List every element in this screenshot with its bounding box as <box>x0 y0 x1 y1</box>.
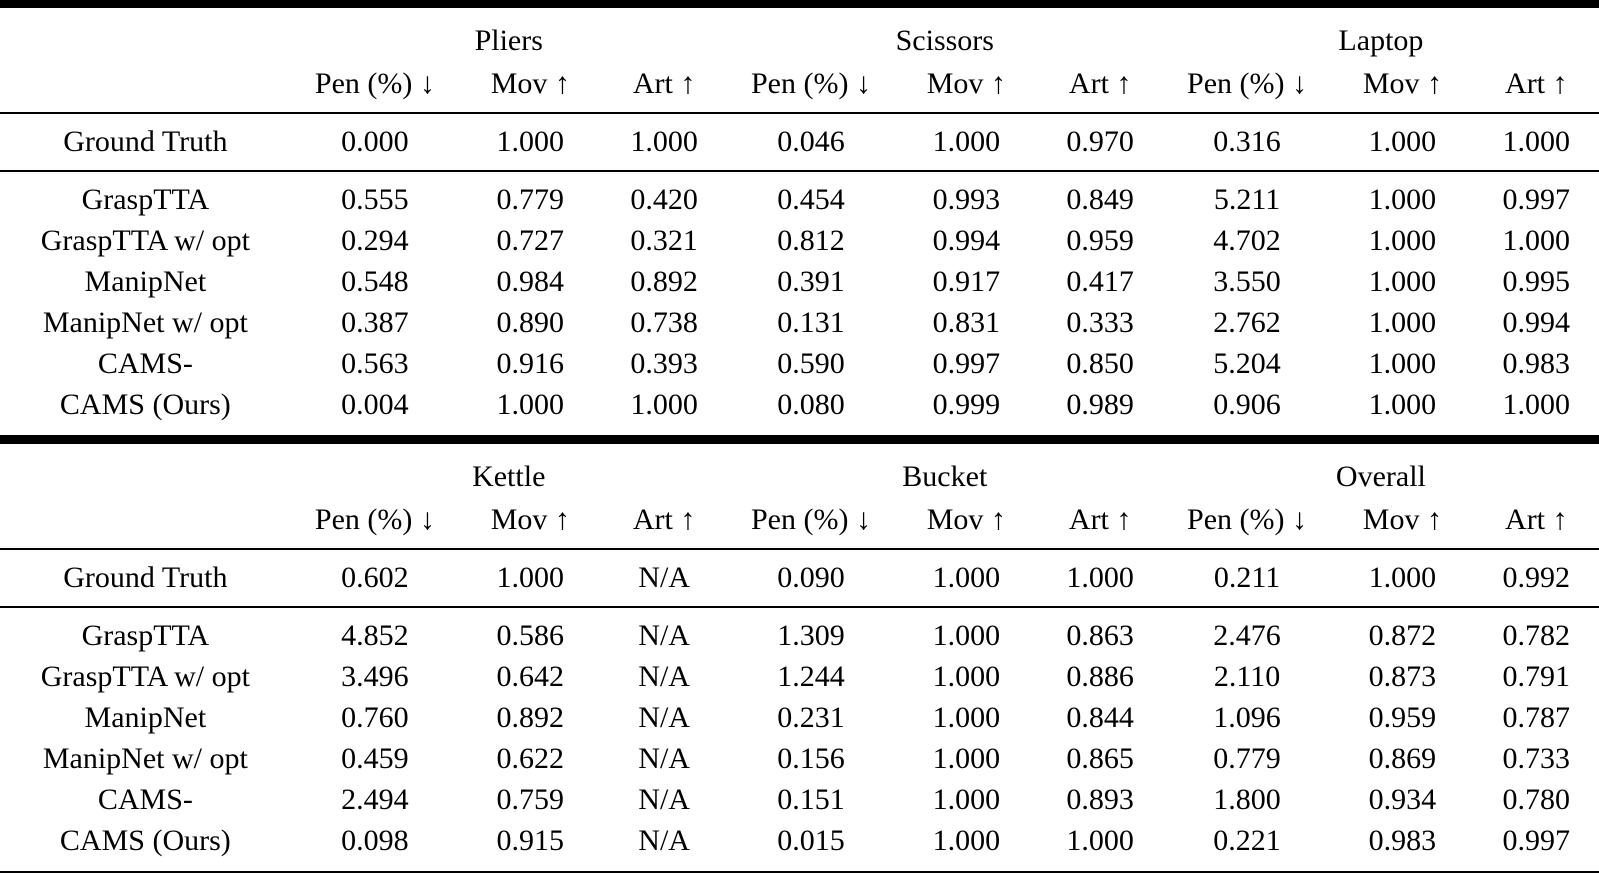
metric-value-cell: 2.476 <box>1213 619 1281 652</box>
metric-value-cell: 5.211 <box>1213 183 1281 216</box>
metric-value-cell: 0.642 <box>496 660 565 693</box>
metric-value-cell: 0.959 <box>1066 224 1134 257</box>
metric-value-cell: 0.738 <box>630 306 698 339</box>
metric-value-cell: 1.000 <box>932 783 1001 816</box>
metric-value-cell: 0.316 <box>1163 113 1331 171</box>
metric-value-cell: 0.733 <box>1502 742 1571 775</box>
metric-value-cell: 0.906 <box>1213 388 1281 421</box>
metric-value-cell: 5.204 <box>1213 347 1281 380</box>
method-name-cell: ManipNet w/ opt <box>42 306 248 339</box>
metric-value-cell: 0.791 <box>1502 660 1571 693</box>
metric-value-cell: 1.000 <box>932 701 1001 734</box>
metric-value-cell: 1.000 <box>601 113 726 171</box>
metric-header-row <box>0 61 1599 113</box>
metric-value-cell: 0.727 <box>496 224 565 257</box>
metric-value-cell: 1.000 <box>895 549 1037 607</box>
metric-value-cell: 0.004 <box>341 388 409 421</box>
method-row <box>0 343 1599 384</box>
group-header-bucket: Bucket <box>902 460 988 493</box>
metric-value-cell: 0.984 <box>496 265 565 298</box>
metric-value-cell: 0.994 <box>1502 306 1571 339</box>
metric-value-cell: 0.994 <box>932 224 1001 257</box>
metric-value-cell: 0.780 <box>1502 783 1571 816</box>
metric-value-cell: 0.760 <box>341 701 409 734</box>
metric-value-cell: 0.417 <box>1066 265 1134 298</box>
pen-header: Pen (%) ↓ <box>291 61 459 113</box>
metric-value-cell: 0.812 <box>777 224 845 257</box>
method-row <box>0 820 1599 871</box>
metric-value-cell: 1.000 <box>630 388 698 421</box>
metric-value-cell: 0.995 <box>1502 265 1571 298</box>
metric-value-cell: 0.590 <box>777 347 845 380</box>
metric-value-cell: 0.917 <box>932 265 1001 298</box>
metric-value-cell: 1.000 <box>1331 549 1473 607</box>
metric-value-cell: 0.454 <box>777 183 845 216</box>
mov-header: Mov ↑ <box>459 61 601 113</box>
metric-value-cell: 1.000 <box>1502 224 1571 257</box>
metric-value-cell: N/A <box>638 619 690 652</box>
metric-value-cell: 0.779 <box>1213 742 1281 775</box>
method-name-cell: GraspTTA <box>81 183 210 216</box>
method-name-cell: Ground Truth <box>0 113 291 171</box>
metric-value-cell: 1.000 <box>1331 113 1473 171</box>
metric-value-cell: 0.787 <box>1502 701 1571 734</box>
group-header-pliers: Pliers <box>474 24 543 57</box>
metric-value-cell: 0.893 <box>1066 783 1134 816</box>
art-header: Art ↑ <box>1038 497 1163 549</box>
metric-value-cell: 2.494 <box>341 783 409 816</box>
metric-value-cell: N/A <box>638 701 690 734</box>
art-header: Art ↑ <box>1038 61 1163 113</box>
method-row <box>0 779 1599 820</box>
corner-spacer-cell <box>0 497 291 549</box>
metric-value-cell: 0.459 <box>341 742 409 775</box>
metric-value-cell: 0.387 <box>341 306 409 339</box>
method-name-cell: GraspTTA w/ opt <box>40 660 250 693</box>
pen-header: Pen (%) ↓ <box>1163 497 1331 549</box>
metric-value-cell: 0.015 <box>777 824 845 857</box>
method-row <box>0 220 1599 261</box>
metric-value-cell: 3.496 <box>341 660 409 693</box>
object-header-row <box>0 8 1599 61</box>
metric-value-cell: 0.849 <box>1066 183 1134 216</box>
metric-value-cell: 0.997 <box>1502 824 1571 857</box>
metric-value-cell: 0.934 <box>1368 783 1437 816</box>
metric-value-cell: 1.096 <box>1213 701 1281 734</box>
metric-value-cell: 4.852 <box>341 619 409 652</box>
metric-value-cell: 4.702 <box>1213 224 1281 257</box>
metric-value-cell: 0.333 <box>1066 306 1134 339</box>
metric-value-cell: 1.000 <box>1368 224 1437 257</box>
metric-value-cell: 0.622 <box>496 742 565 775</box>
metric-value-cell: 1.000 <box>932 824 1001 857</box>
mid-rule <box>0 435 1599 444</box>
art-header: Art ↑ <box>601 61 726 113</box>
method-name-cell: GraspTTA <box>81 619 210 652</box>
method-row <box>0 697 1599 738</box>
metric-value-cell: 0.090 <box>727 549 895 607</box>
metric-value-cell: 0.779 <box>496 183 565 216</box>
group-header-kettle: Kettle <box>472 460 546 493</box>
method-name-cell: Ground Truth <box>0 549 291 607</box>
metric-value-cell: 0.869 <box>1368 742 1437 775</box>
metric-value-cell: 0.294 <box>341 224 409 257</box>
metric-value-cell: 1.000 <box>496 388 565 421</box>
methods-section <box>0 607 1599 871</box>
method-row <box>0 261 1599 302</box>
metric-value-cell: 1.244 <box>777 660 845 693</box>
metric-value-cell: 0.865 <box>1066 742 1134 775</box>
method-row <box>0 607 1599 656</box>
top-rule <box>0 0 1599 8</box>
metric-value-cell: 0.886 <box>1066 660 1134 693</box>
metric-value-cell: 0.393 <box>630 347 698 380</box>
metric-value-cell: 0.156 <box>777 742 845 775</box>
metric-value-cell: 0.863 <box>1066 619 1134 652</box>
corner-spacer-cell <box>0 444 291 497</box>
pen-header: Pen (%) ↓ <box>1163 61 1331 113</box>
metric-value-cell: 1.000 <box>1474 113 1599 171</box>
metric-value-cell: 0.782 <box>1502 619 1571 652</box>
pen-header: Pen (%) ↓ <box>291 497 459 549</box>
metric-value-cell: 0.231 <box>777 701 845 734</box>
metric-value-cell: 0.983 <box>1502 347 1571 380</box>
metric-value-cell: 0.873 <box>1368 660 1437 693</box>
metric-value-cell: 1.000 <box>459 113 601 171</box>
metric-value-cell: 0.098 <box>341 824 409 857</box>
metric-value-cell: 1.000 <box>459 549 601 607</box>
metric-value-cell: 0.000 <box>291 113 459 171</box>
metric-value-cell: 0.993 <box>932 183 1001 216</box>
group-header-overall: Overall <box>1335 460 1426 493</box>
methods-section <box>0 171 1599 435</box>
metric-value-cell: 0.321 <box>630 224 698 257</box>
metric-value-cell: N/A <box>638 783 690 816</box>
pen-header: Pen (%) ↓ <box>727 61 895 113</box>
metric-value-cell: 0.831 <box>932 306 1001 339</box>
metric-value-cell: 1.000 <box>932 660 1001 693</box>
mov-header: Mov ↑ <box>1331 61 1473 113</box>
ground-truth-section <box>0 113 1599 171</box>
method-row <box>0 738 1599 779</box>
mov-header: Mov ↑ <box>895 497 1037 549</box>
metric-value-cell: 0.997 <box>932 347 1001 380</box>
mov-header: Mov ↑ <box>459 497 601 549</box>
metric-value-cell: 1.309 <box>777 619 845 652</box>
metric-value-cell: 2.762 <box>1213 306 1281 339</box>
corner-spacer-cell <box>0 8 291 61</box>
art-header: Art ↑ <box>601 497 726 549</box>
metric-value-cell: 1.000 <box>1368 265 1437 298</box>
metric-value-cell: 0.221 <box>1213 824 1281 857</box>
results-table-top <box>0 8 1599 435</box>
metric-value-cell: 2.110 <box>1213 660 1281 693</box>
metric-value-cell: N/A <box>638 824 690 857</box>
metric-value-cell: 0.992 <box>1474 549 1599 607</box>
method-row <box>0 656 1599 697</box>
metric-value-cell: N/A <box>638 660 690 693</box>
metric-value-cell: 0.844 <box>1066 701 1134 734</box>
metric-value-cell: 1.000 <box>1368 388 1437 421</box>
object-header-row <box>0 444 1599 497</box>
method-row <box>0 384 1599 435</box>
corner-spacer-cell <box>0 61 291 113</box>
method-row <box>0 171 1599 220</box>
ground-truth-row <box>0 113 1599 171</box>
metric-value-cell: 0.420 <box>630 183 698 216</box>
metric-value-cell: 0.892 <box>496 701 565 734</box>
metric-value-cell: 1.000 <box>895 113 1037 171</box>
ground-truth-section <box>0 549 1599 607</box>
metric-value-cell: 0.850 <box>1066 347 1134 380</box>
metric-value-cell: 0.890 <box>496 306 565 339</box>
group-header-scissors: Scissors <box>895 24 994 57</box>
metric-value-cell: N/A <box>638 742 690 775</box>
metric-value-cell: 1.000 <box>1066 824 1134 857</box>
mov-header: Mov ↑ <box>895 61 1037 113</box>
method-name-cell: CAMS (Ours) <box>59 388 231 421</box>
metric-value-cell: 0.997 <box>1502 183 1571 216</box>
metric-value-cell: 1.000 <box>932 742 1001 775</box>
metric-value-cell: 0.759 <box>496 783 565 816</box>
metric-value-cell: 0.046 <box>727 113 895 171</box>
metric-value-cell: 3.550 <box>1213 265 1281 298</box>
metric-value-cell: N/A <box>601 549 726 607</box>
method-name-cell: ManipNet <box>84 265 207 298</box>
group-header-laptop: Laptop <box>1338 24 1424 57</box>
metric-value-cell: 1.000 <box>1502 388 1571 421</box>
metric-value-cell: 0.999 <box>932 388 1001 421</box>
art-header: Art ↑ <box>1474 61 1599 113</box>
metric-value-cell: 1.800 <box>1213 783 1281 816</box>
metric-value-cell: 0.970 <box>1038 113 1163 171</box>
method-name-cell: ManipNet w/ opt <box>42 742 248 775</box>
method-row <box>0 302 1599 343</box>
metric-value-cell: 0.131 <box>777 306 845 339</box>
metric-value-cell: 0.391 <box>777 265 845 298</box>
metric-value-cell: 0.080 <box>777 388 845 421</box>
metric-value-cell: 0.959 <box>1368 701 1437 734</box>
metric-value-cell: 0.563 <box>341 347 409 380</box>
metric-value-cell: 0.151 <box>777 783 845 816</box>
method-name-cell: CAMS (Ours) <box>59 824 231 857</box>
metric-value-cell: 1.000 <box>1368 306 1437 339</box>
metric-header-row <box>0 497 1599 549</box>
metric-value-cell: 1.000 <box>1368 347 1437 380</box>
metric-value-cell: 0.983 <box>1368 824 1437 857</box>
metric-value-cell: 0.989 <box>1066 388 1134 421</box>
method-name-cell: CAMS- <box>97 783 193 816</box>
metric-value-cell: 0.915 <box>496 824 565 857</box>
metric-value-cell: 0.555 <box>341 183 409 216</box>
metric-value-cell: 0.872 <box>1368 619 1437 652</box>
metric-value-cell: 1.000 <box>1368 183 1437 216</box>
metric-value-cell: 0.548 <box>341 265 409 298</box>
metric-value-cell: 1.000 <box>932 619 1001 652</box>
pen-header: Pen (%) ↓ <box>727 497 895 549</box>
results-table-bottom <box>0 444 1599 871</box>
metric-value-cell: 1.000 <box>1038 549 1163 607</box>
metric-value-cell: 0.892 <box>630 265 698 298</box>
metric-value-cell: 0.916 <box>496 347 565 380</box>
method-name-cell: CAMS- <box>97 347 193 380</box>
metric-value-cell: 0.602 <box>291 549 459 607</box>
metric-value-cell: 0.211 <box>1163 549 1331 607</box>
mov-header: Mov ↑ <box>1331 497 1473 549</box>
method-name-cell: GraspTTA w/ opt <box>40 224 250 257</box>
art-header: Art ↑ <box>1474 497 1599 549</box>
ground-truth-row <box>0 549 1599 607</box>
metric-value-cell: 0.586 <box>496 619 565 652</box>
method-name-cell: ManipNet <box>84 701 207 734</box>
